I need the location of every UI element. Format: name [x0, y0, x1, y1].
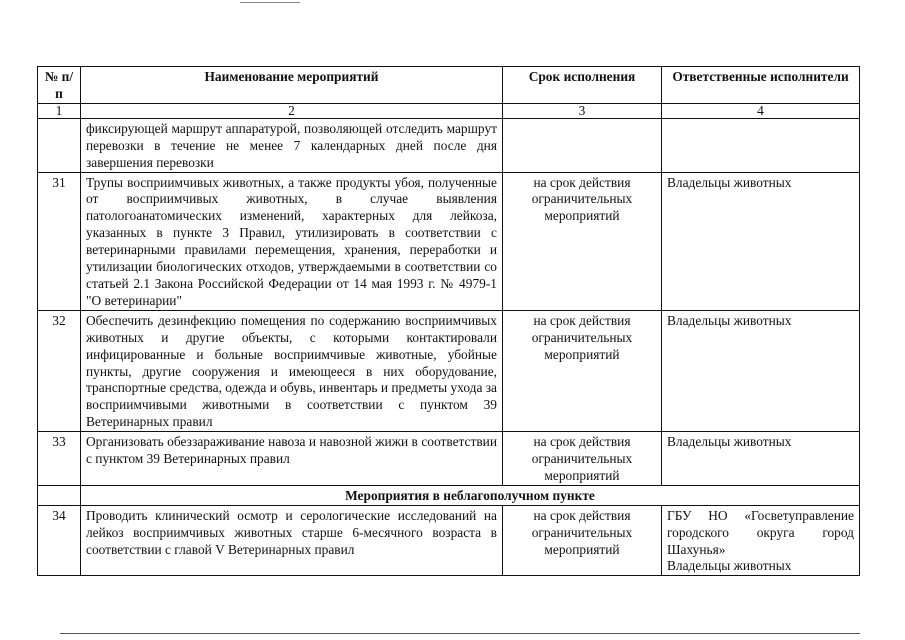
section-row [38, 485, 860, 505]
table-row [38, 310, 860, 431]
row-text: Организовать обеззараживание навоза и навозной жижи в соответствии с пунктом 39 Ветеринарных правил [81, 432, 503, 486]
col-number-2: 2 [81, 103, 503, 118]
table-row [38, 505, 860, 576]
row-num: 34 [38, 505, 81, 576]
row-num: 32 [38, 310, 81, 431]
scan-artifact-top [240, 2, 300, 3]
section-title: Мероприятия в неблагополучном пункте [81, 485, 860, 505]
continuation-resp [662, 118, 860, 172]
row-resp-owners: Владельцы животных [667, 558, 792, 574]
table-row [38, 432, 860, 486]
header-num: № п/п [38, 67, 81, 104]
continuation-text: фиксирующей маршрут аппаратурой, позволяющей отследить маршрут перевозки в течение не менее 7 календарных дней после дня завершения перевозки [81, 118, 503, 172]
continuation-term [503, 118, 662, 172]
row-resp: Владельцы животных [662, 310, 860, 431]
header-resp: Ответственные исполнители [662, 67, 860, 104]
continuation-num [38, 118, 81, 172]
table-row [38, 172, 860, 310]
row-term: на срок действия ограничительных мероприятий [503, 432, 662, 486]
measures-table [37, 66, 860, 576]
row-resp: Владельцы животных [662, 172, 860, 310]
row-term: на срок действия ограничительных мероприятий [503, 310, 662, 431]
row-resp-org: ГБУ НО «Госветуправление городского округа город Шахунья» [667, 507, 854, 557]
header-row [38, 67, 860, 104]
row-num: 33 [38, 432, 81, 486]
col-number-4: 4 [662, 103, 860, 118]
row-term: на срок действия ограничительных мероприятий [503, 172, 662, 310]
row-num: 31 [38, 172, 81, 310]
scan-artifact-bottom [60, 633, 860, 634]
row-text: Проводить клинический осмотр и серологические исследований на лейкоз восприимчивых животных старше 6-месячного возраста в соответствии с главой V Ветеринарных правил [81, 505, 503, 576]
row-resp: Владельцы животных [662, 432, 860, 486]
header-name: Наименование мероприятий [81, 67, 503, 104]
header-term: Срок исполнения [503, 67, 662, 104]
row-text: Обеспечить дезинфекцию помещения по содержанию восприимчивых животных и другие объекты, с которыми контактировали инфицированные и больные восприимчивые животные, убойные пункты, другие сооружения и имеющееся в них оборудование, транспортные средства, одежда и обувь, инвентарь и предметы ухода за восприимчивыми животными в соответствии с пунктом 39 Ветеринарных правил [81, 310, 503, 431]
col-number-3: 3 [503, 103, 662, 118]
section-num [38, 485, 81, 505]
row-text: Трупы восприимчивых животных, а также продукты убоя, полученные от восприимчивых животных, в случае выявления патологоанатомических изменений, характерных для лейкоза, указанных в пункте 3 Правил, утилизировать в соответствии с ветеринарными правилами перемещения, хранения, переработки и утилизации биологических отходов, утверждаемыми в соответствии со статьей 2.1 Закона Российской Федерации от 14 мая 1993 г. № 4979-1 "О ветеринарии" [81, 172, 503, 310]
column-numbers-row [38, 103, 860, 118]
col-number-1: 1 [38, 103, 81, 118]
continuation-row [38, 118, 860, 172]
row-term: на срок действия ограничительных мероприятий [503, 505, 662, 576]
row-resp [662, 505, 860, 576]
